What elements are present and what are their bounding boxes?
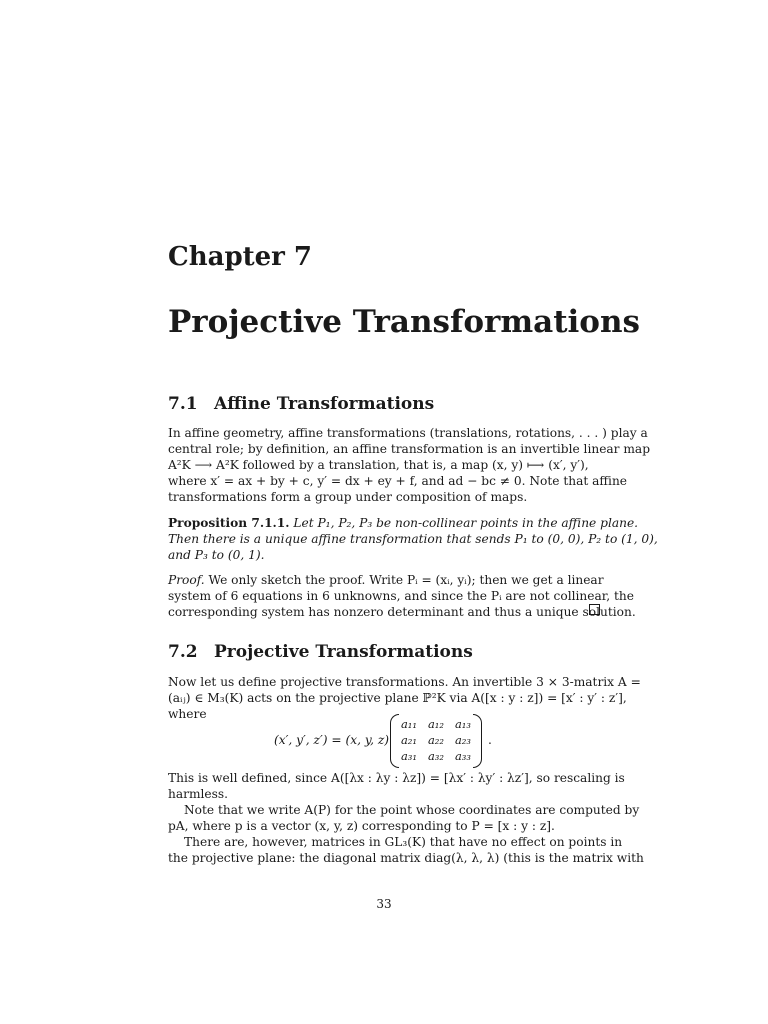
- section-heading-7-1: [168, 394, 434, 414]
- text-line: In affine geometry, affine transformations (translations, rotations, . . . ) play a: [168, 426, 648, 440]
- matrix-cell: a₂₂: [427, 733, 445, 747]
- text-line: Note that we write A(P) for the point whose coordinates are computed by: [184, 803, 640, 817]
- matrix-cell: a₁₁: [400, 717, 418, 731]
- text-line: harmless.: [168, 787, 228, 801]
- matrix-cell: a₃₁: [400, 749, 418, 763]
- qed-square-icon: [589, 604, 600, 615]
- text-line: system of 6 equations in 6 unknowns, and since the Pᵢ are not collinear, the: [168, 589, 634, 603]
- equation-lhs: (x′, y′, z′) = (x, y, z): [274, 733, 390, 747]
- text-line: Then there is a unique affine transformation that sends P₁ to (0, 0), P₂ to (1, 0),: [168, 532, 658, 546]
- text-line: Now let us define projective transformations. An invertible 3 × 3-matrix A =: [168, 675, 641, 689]
- proposition-label: Proposition 7.1.1.: [168, 516, 290, 530]
- section-heading-7-2: [168, 642, 473, 662]
- proof-block: [168, 572, 636, 620]
- text-line: Let P₁, P₂, P₃ be non-collinear points in the affine plane.: [293, 516, 639, 530]
- text-line: This is well defined, since A([λx : λy : λz]) = [λx′ : λy′ : λz′], so rescaling is: [168, 771, 625, 785]
- text-line: (aᵢⱼ) ∈ M₃(K) acts on the projective plane ℙ²K via A([x : y : z]) = [x′ : y′ : z′],: [168, 691, 627, 705]
- section-title: Projective Transformations: [214, 642, 473, 662]
- matrix-cell: a₃₃: [454, 749, 472, 763]
- section-number: 7.1: [168, 394, 198, 414]
- equation-period: .: [488, 733, 492, 747]
- text-line: pA, where p is a vector (x, y, z) corresponding to P = [x : y : z].: [168, 819, 555, 833]
- proposition-block: [168, 515, 658, 563]
- section-1-intro-paragraph: [168, 425, 650, 505]
- matrix-cell: a₁₃: [454, 717, 472, 731]
- text-line: and P₃ to (0, 1).: [168, 548, 265, 562]
- matrix-cell: a₂₁: [400, 733, 418, 747]
- text-line: where: [168, 707, 207, 721]
- text-line: where x′ = ax + by + c, y′ = dx + ey + f, and ad − bc ≠ 0. Note that affine: [168, 474, 628, 488]
- chapter-title: Projective Transformations: [168, 304, 640, 340]
- text-line: the projective plane: the diagonal matrix diag(λ, λ, λ) (this is the matrix with: [168, 851, 644, 865]
- page-number: 33: [376, 897, 392, 911]
- section-number: 7.2: [168, 642, 198, 662]
- matrix-equation: [168, 714, 600, 768]
- text-line: central role; by definition, an affine transformation is an invertible linear map: [168, 442, 650, 456]
- matrix-cell: a₁₂: [427, 717, 445, 731]
- coefficient-matrix: [390, 714, 482, 766]
- text-line: We only sketch the proof. Write Pᵢ = (xᵢ, yᵢ); then we get a linear: [208, 573, 604, 587]
- text-line: A²K ⟶ A²K followed by a translation, that is, a map (x, y) ⟼ (x′, y′),: [168, 458, 589, 472]
- text-line: corresponding system has nonzero determinant and thus a unique solution.: [168, 605, 636, 619]
- section-title: Affine Transformations: [214, 394, 435, 414]
- section-2-after-equation: [168, 770, 644, 866]
- matrix-cell: a₂₃: [454, 733, 472, 747]
- text-line: There are, however, matrices in GL₃(K) that have no effect on points in: [184, 835, 623, 849]
- matrix-cell: a₃₂: [427, 749, 445, 763]
- chapter-label: Chapter 7: [168, 242, 313, 272]
- proof-label: Proof.: [168, 573, 205, 587]
- text-line: transformations form a group under composition of maps.: [168, 490, 528, 504]
